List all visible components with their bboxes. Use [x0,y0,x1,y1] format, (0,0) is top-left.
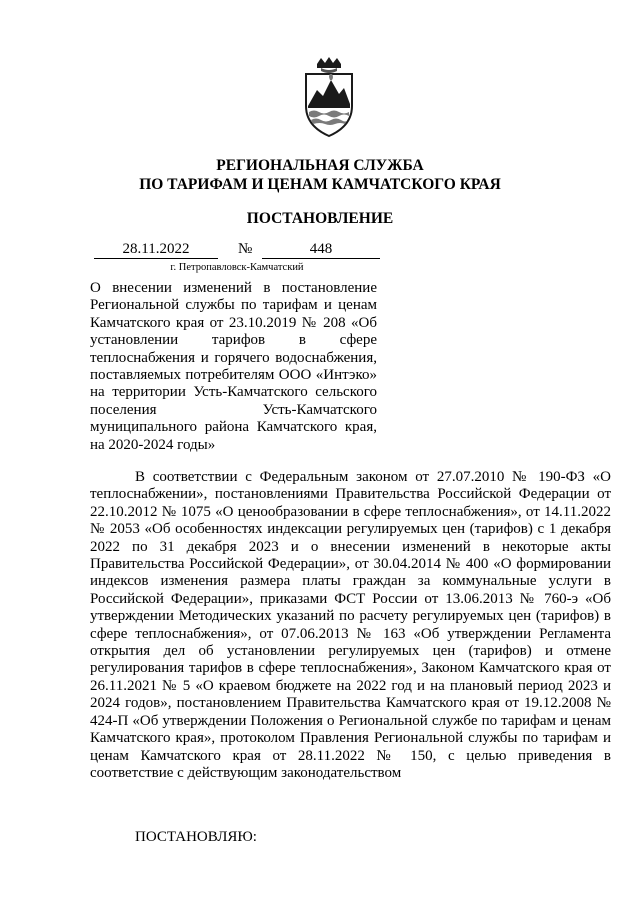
document-date: 28.11.2022 [94,240,218,259]
date-number-line [94,240,380,260]
document-type-title: ПОСТАНОВЛЕНИЕ [246,210,394,227]
document-number: 448 [262,240,380,259]
number-sign: № [238,241,253,257]
organization-name [0,156,640,194]
organization-line-1: РЕГИОНАЛЬНАЯ СЛУЖБА [216,157,424,174]
kamchatka-coat-of-arms-icon [303,56,355,138]
preamble-paragraph: В соответствии с Федеральным законом от 27.07.2010 № 190-ФЗ «О теплоснабжении», постановлениями Правительства Российской Федерации от 22.10.2012 № 1075 «О ценообразовании в сфере теплоснабжения», от 14.11.2022 № 2053 «Об особенностях индексации регулируемых цен (тарифов) с 1 декабря 2022 по 31 декабря 2023 и о внесении изменений в некоторые акты Правительства Российской Федерации», от 30.04.2014 № 400 «О формировании индексов изменения размера платы граждан за коммунальные услуги в Российской Федерации», приказами ФСТ России от 13.06.2013 № 760-э «Об утверждении Методических указаний по расчету регулируемых цен (тарифов) в сфере теплоснабжения», от 07.06.2013 № 163 «Об утверждении Регламента открытия дел об установлении регулируемых цен (тарифов) и отмене регулирования тарифов в сфере теплоснабжения», Законом Камчатского края от 26.11.2021 № 5 «О краевом бюджете на 2022 год и на плановый период 2023 и 2024 годов», постановлением Правительства Камчатского края от 19.12.2008 № 424-П «Об утверждении Положения о Региональной службе по тарифам и ценам Камчатского края», протоколом Правления Региональной службы по тарифам и ценам Камчатского края от 28.11.2022 № 150, с целью приведения в соответствие с действующим законодательством [90,469,611,781]
city-name: г. Петропавловск-Камчатский [170,262,304,273]
organization-line-2: ПО ТАРИФАМ И ЦЕНАМ КАМЧАТСКОГО КРАЯ [139,176,501,193]
document-subject: О внесении изменений в постановление Региональной службы по тарифам и ценам Камчатского края от 23.10.2019 № 208 «Об установлении тарифов в сфере теплоснабжения и горячего водоснабжения, поставляемых потребителям ООО «Интэко» на территории Усть-Камчатского сельского поселения Усть-Камчатского муниципального района Камчатского края, на 2020-2024 годы» [90,280,377,453]
resolve-heading: ПОСТАНОВЛЯЮ: [135,829,257,845]
